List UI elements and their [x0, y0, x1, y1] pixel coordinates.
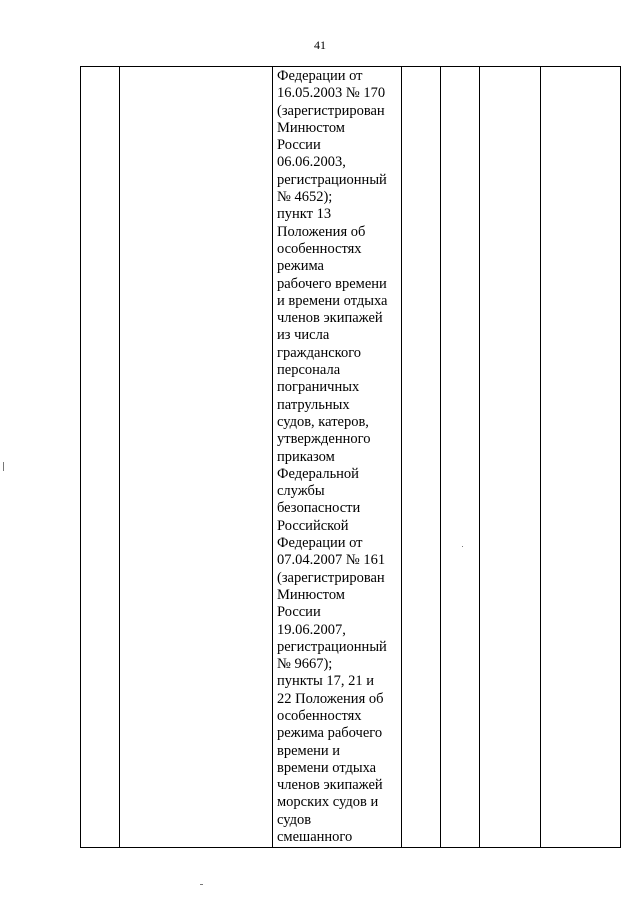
legal-text-line: (зарегистрирован: [277, 102, 385, 119]
legal-text-line: персонала: [277, 362, 341, 379]
legal-text-line: Федеральной: [277, 465, 359, 482]
legal-text-line: 22 Положения об: [277, 690, 384, 707]
table-cell-col6: [480, 67, 541, 848]
legal-text-line: членов экипажей: [277, 777, 383, 794]
legal-text-line: регистрационный: [277, 171, 387, 188]
legal-text-line: из числа: [277, 327, 330, 344]
legal-text-line: 16.05.2003 № 170: [277, 85, 386, 102]
legal-text-line: судов: [277, 811, 312, 828]
legal-text-line: режима: [277, 258, 324, 275]
legal-text-line: (зарегистрирован: [277, 569, 385, 586]
legal-text-line: пункт 13: [277, 206, 332, 223]
legal-text-line: и времени отдыха: [277, 292, 388, 309]
legal-text-line: Минюстом: [277, 119, 345, 136]
legal-text-line: 06.06.2003,: [277, 154, 346, 171]
legal-text-line: № 9667);: [277, 656, 333, 673]
legal-text-line: пункты 17, 21 и: [277, 673, 374, 690]
legal-text-line: № 4652);: [277, 189, 333, 206]
page-number: 41: [314, 38, 326, 52]
document-table: [80, 66, 621, 848]
legal-text-line: смешанного: [277, 829, 353, 846]
legal-text-line: России: [277, 137, 321, 154]
legal-text-line: членов экипажей: [277, 310, 383, 327]
legal-text-line: рабочего времени: [277, 275, 387, 292]
legal-text-line: морских судов и: [277, 794, 379, 811]
legal-text-line: 19.06.2007,: [277, 621, 346, 638]
legal-text-line: режима рабочего: [277, 725, 383, 742]
table-cell-legal-basis: [273, 67, 402, 848]
legal-text-line: Российской: [277, 517, 349, 534]
legal-text-line: гражданского: [277, 344, 362, 361]
legal-text-line: 07.04.2007 № 161: [277, 552, 386, 569]
legal-text-line: особенностях: [277, 707, 362, 724]
legal-text-line: Федерации от: [277, 68, 363, 84]
legal-text-line: безопасности: [277, 500, 361, 517]
table-cell-col1: [81, 67, 120, 848]
table-cell-col4: [402, 67, 441, 848]
table-cell-col2: [120, 67, 273, 848]
legal-text-line: регистрационный: [277, 638, 387, 655]
legal-basis-text: [273, 67, 401, 846]
scan-speck: [200, 884, 203, 885]
legal-text-line: утвержденного: [277, 431, 371, 448]
legal-text-line: приказом: [277, 448, 335, 465]
legal-text-line: Федерации от: [277, 535, 363, 552]
table-row: [81, 67, 621, 848]
table-cell-col5: [441, 67, 480, 848]
legal-text-line: особенностях: [277, 240, 362, 257]
legal-text-line: службы: [277, 483, 325, 500]
scan-speck: [462, 546, 463, 547]
legal-text-line: времени и: [277, 742, 341, 759]
legal-text-line: времени отдыха: [277, 759, 377, 776]
legal-text-line: судов, катеров,: [277, 413, 369, 430]
legal-text-line: Положения об: [277, 223, 366, 240]
legal-text-line: патрульных: [277, 396, 350, 413]
legal-text-line: России: [277, 604, 321, 621]
legal-text-line: Минюстом: [277, 586, 345, 603]
scan-speck: [3, 462, 4, 471]
table-cell-col7: [541, 67, 621, 848]
legal-text-line: пограничных: [277, 379, 360, 396]
